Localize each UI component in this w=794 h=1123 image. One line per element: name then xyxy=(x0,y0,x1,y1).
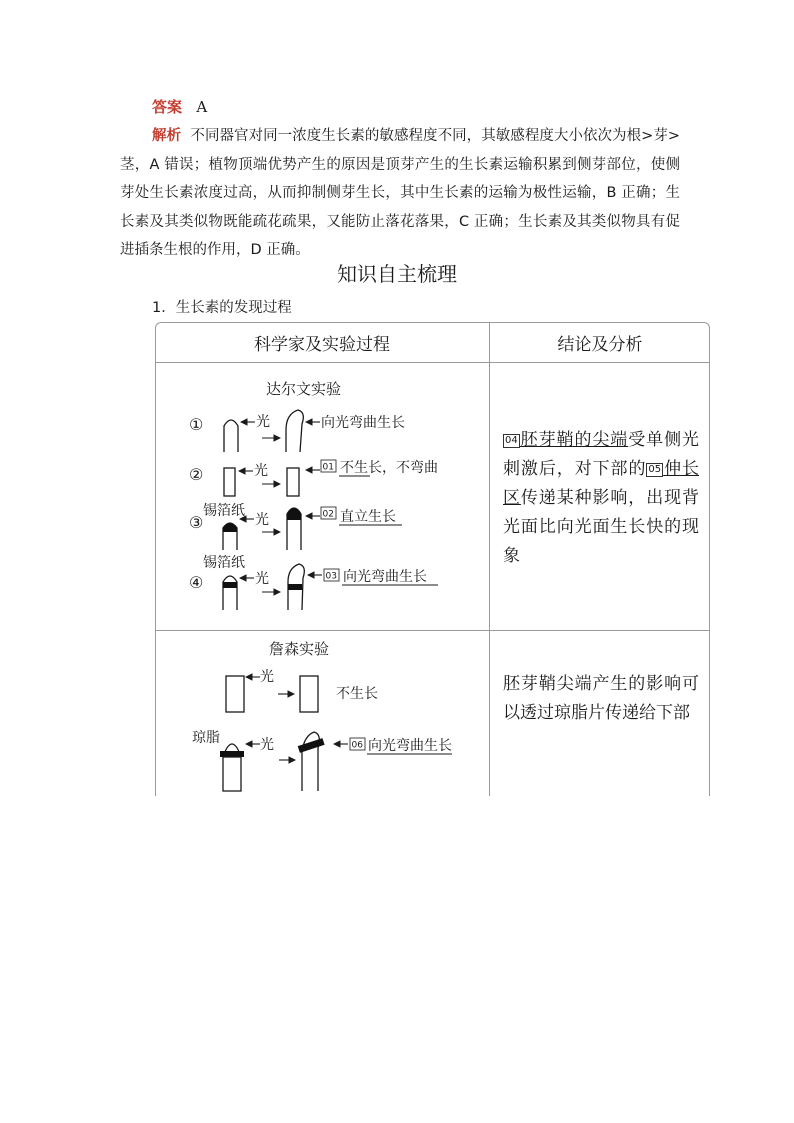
table-row-divider xyxy=(155,630,710,631)
table-header-divider xyxy=(155,362,710,363)
section-title: 知识自主梳理 xyxy=(337,262,457,286)
answer-label: 答案 xyxy=(152,98,183,116)
light-label-1: 光 xyxy=(256,414,270,430)
jensen-conclusion: 胚芽鞘尖端产生的影响可以透过琼脂片传递给下部 xyxy=(503,674,699,723)
blank-num-04: 04 xyxy=(505,435,518,446)
explanation-text: 不同器官对同一浓度生长素的敏感程度不同，其敏感程度大小依次为根>芽>茎，A 错误；植物顶端优势产生的原因是顶芽产生的生长素运输积累到侧芽部位，使侧芽处生长素浓度过高，从而抑制侧芽生长，其中生长素的运输为极性运输，B 正确；生长素及其类似物既能疏花疏果，又能防止落花落果，C 正确；生长素及其类似物具有促进插条生根的作用，D 正确。 xyxy=(120,128,681,258)
darwin-result-3: 直立生长 xyxy=(340,509,396,525)
coleoptile-cut-2 xyxy=(224,468,235,496)
agar-block xyxy=(220,751,244,757)
darwin-num-3: ③ xyxy=(189,513,204,532)
darwin-result-4: 向光弯曲生长 xyxy=(343,569,427,585)
darwin-num-4: ④ xyxy=(189,573,204,592)
foil-band-4 xyxy=(223,582,237,588)
darwin-title: 达尔文实验 xyxy=(266,380,342,398)
darwin-num-1: ① xyxy=(189,415,204,434)
jensen-result-2: 向光弯曲生长 xyxy=(368,738,452,754)
darwin-num-2: ② xyxy=(189,465,204,484)
subsection-title: 1．生长素的发现过程 xyxy=(152,300,292,316)
light-label-2: 光 xyxy=(254,463,268,479)
jensen-experiment-diagram xyxy=(156,632,489,794)
blank-num-03: 03 xyxy=(325,571,337,582)
darwin-conclusion-b: 受单侧光刺激后，对下部的 xyxy=(503,430,700,479)
blank-num-06: 06 xyxy=(351,740,363,751)
jensen-result-coleoptile-1 xyxy=(300,676,318,712)
table-header-conclusion: 结论及分析 xyxy=(557,335,643,355)
darwin-conclusion xyxy=(503,426,699,571)
darwin-result-2: 不生长，不弯曲 xyxy=(340,460,438,476)
explanation-label: 解析 xyxy=(152,128,182,144)
blank-num-01: 01 xyxy=(322,462,334,473)
foil-cap-3 xyxy=(223,523,237,532)
light-label-3: 光 xyxy=(255,512,269,528)
table-column-divider xyxy=(489,322,490,796)
foil-label-3: 锡箔纸 xyxy=(203,503,245,519)
agar-label: 琼脂 xyxy=(192,730,220,746)
foil-label-4: 锡箔纸 xyxy=(203,555,245,571)
darwin-conclusion-c: 伸长区 xyxy=(503,459,700,508)
blank-num-05: 05 xyxy=(648,464,662,475)
jensen-light-1: 光 xyxy=(260,669,274,685)
jensen-result-1: 不生长 xyxy=(336,686,378,702)
table-header-experiment: 科学家及实验过程 xyxy=(254,335,390,355)
light-label-4: 光 xyxy=(255,571,269,587)
jensen-light-2: 光 xyxy=(260,737,274,753)
darwin-conclusion-d: 传递某种影响，出现背光面比向光面生长快的现象 xyxy=(503,488,700,566)
darwin-experiment-diagram xyxy=(156,364,489,628)
coleoptile-bent-1 xyxy=(286,410,303,452)
darwin-result-1: 向光弯曲生长 xyxy=(321,415,405,431)
jensen-title: 詹森实验 xyxy=(269,640,330,658)
coleoptile-result-2 xyxy=(287,468,299,496)
answer-line xyxy=(152,96,207,117)
blank-num-02: 02 xyxy=(322,509,334,520)
coleoptile-intact-1 xyxy=(224,420,238,452)
explanation-paragraph xyxy=(120,122,680,265)
jensen-cut-coleoptile xyxy=(226,676,244,712)
darwin-conclusion-a: 胚芽鞘的尖端 xyxy=(519,430,629,450)
answer-value: A xyxy=(196,98,208,116)
